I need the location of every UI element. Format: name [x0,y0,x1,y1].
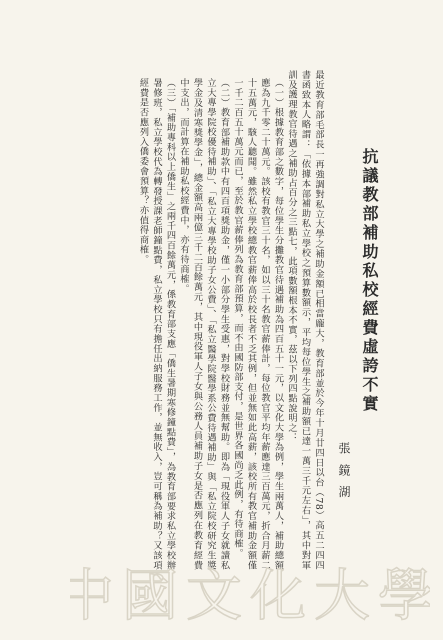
paragraph-intro: 最近教育部毛部長一再強調對私立大學之補助金額已相當龐大，教育部並於今年十月廿四日以台（78）高五二四四書函致本人略謂：「依據本部補助私立學校之預算數額示，平均每位學生之補助額已達一萬三千元左右」，其中對軍訓及護理教官待遇之補助占百分之三點七，此項數額根本不實，茲以下列四點說明之： [286,70,324,570]
document-body [136,60,325,570]
watermark-text-graphic [70,560,430,630]
paragraph-point-2: （二）教育部補助款中有四百項獎助金，僅一小部分學生受惠，對學校財務並無幫助。即為「現役軍人子女就讀私立大專學院校優待補助」、「私立大專學校助子女公費」、「私立醫學院醫學系公費待遇補助」與「私立院校研究生獎學金及清寒獎學金」，總金額高兩億三千二百餘萬元，其中現役軍人子女與公務人員補助子女是否應列在教育經費中支出，而計算在補助私校經費中，亦有待商榷。 [178,78,230,570]
author-name: 張 鏡 湖 [337,442,351,501]
watermark-text: 中國文化大學 [70,564,430,629]
university-watermark [70,560,430,630]
document-title: 抗議教部補助私校經費虛誇不實 [360,148,379,414]
paragraph-point-3: （三）「補助專科以上僑生」之兩千四百餘萬元，係教育部支應「僑生暑期寒修鐘點費」，為教育部要求私立學校辦暑修班，私立學校代為轉發授課老師鐘點費，私立學校只有擔任出納服務工作，並無收入，豈可稱為補助？又該項經費是否應列入僑委會預算？亦值得商榷。 [137,78,176,570]
paragraph-point-1: （一）根據教育部之數字，每位學生分攤教官待遇補助為四百五十一元，以文化大學為例，學生兩萬人，補助總額應為九千零二十萬元。該校有教官三十名，如以三十名教官薪俸計，每位教官平均年薪應達三百萬元，折合月薪二十五萬元，駭人聽聞。雖然私立學校總教官薪俸高於校長者不乏其例，但並無如此高薪，該校所有教官補助金額僅一千二百五十萬元而已，至於教官薪俸列為教育部預算，而不由國防部支付，是世界各國尚乏此例，有待商榷。 [232,78,284,570]
